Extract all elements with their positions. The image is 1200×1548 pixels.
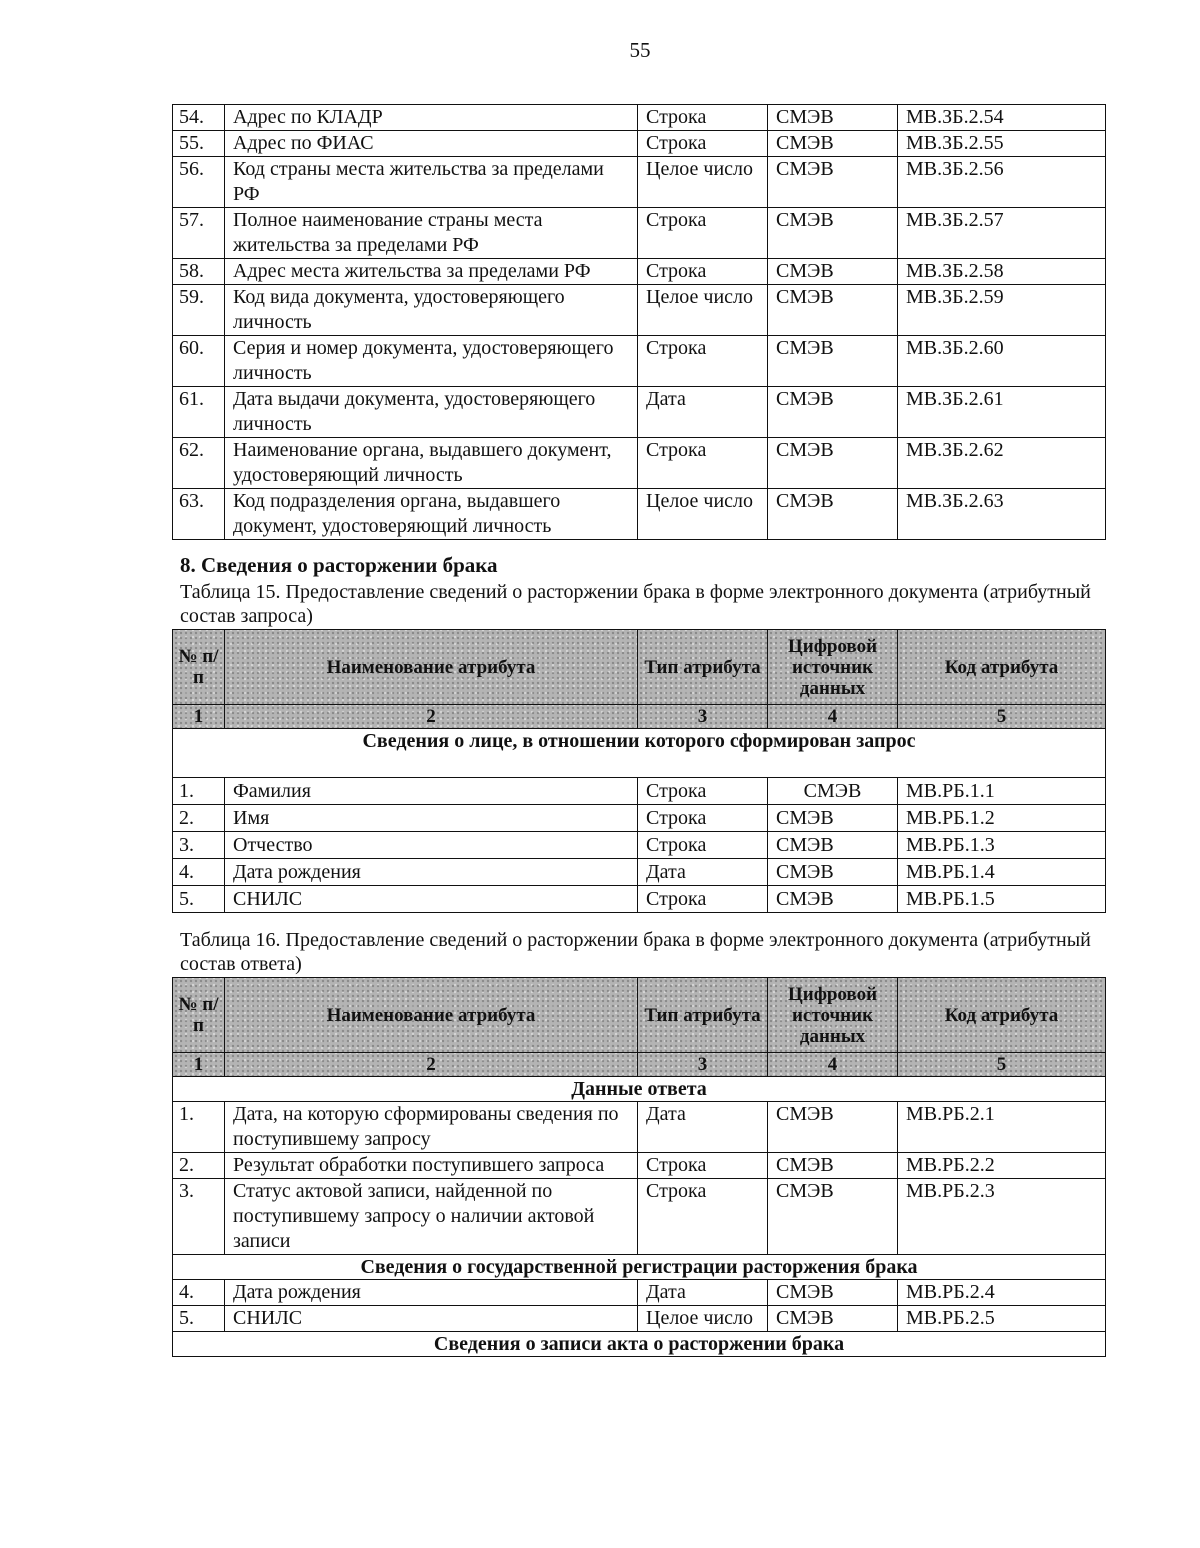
attribute-name: Имя <box>225 805 638 832</box>
attribute-name: Код вида документа, удостоверяющего личность <box>225 285 638 336</box>
data-source: СМЭВ <box>768 1306 898 1332</box>
attribute-name: Адрес по ФИАС <box>225 131 638 157</box>
data-source: СМЭВ <box>768 778 898 805</box>
header-data-source: Цифровой источник данных <box>768 978 898 1053</box>
table-row <box>173 489 1106 540</box>
row-number: 57. <box>173 208 225 259</box>
header-number: № п/п <box>173 978 225 1053</box>
data-source: СМЭВ <box>768 832 898 859</box>
table-row <box>173 438 1106 489</box>
table-row <box>173 1102 1106 1153</box>
column-index: 1 <box>173 705 225 729</box>
row-number: 2. <box>173 1153 225 1179</box>
data-source: СМЭВ <box>768 157 898 208</box>
data-source: СМЭВ <box>768 805 898 832</box>
attribute-type: Строка <box>638 208 768 259</box>
table-row <box>173 259 1106 285</box>
attribute-code: МВ.РБ.1.1 <box>898 778 1106 805</box>
attribute-type: Строка <box>638 336 768 387</box>
table-row <box>173 805 1106 832</box>
attribute-type: Целое число <box>638 157 768 208</box>
table-row <box>173 387 1106 438</box>
attribute-code: МВ.РБ.2.3 <box>898 1179 1106 1255</box>
attribute-code: МВ.РБ.1.5 <box>898 886 1106 913</box>
column-index: 4 <box>768 705 898 729</box>
attribute-name: Статус актовой записи, найденной по поступившему запросу о наличии актовой записи <box>225 1179 638 1255</box>
attribute-name: Код подразделения органа, выдавшего документ, удостоверяющий личность <box>225 489 638 540</box>
attribute-type: Строка <box>638 105 768 131</box>
row-number: 55. <box>173 131 225 157</box>
row-number: 3. <box>173 1179 225 1255</box>
attribute-code: МВ.ЗБ.2.59 <box>898 285 1106 336</box>
column-index-row <box>173 1053 1106 1077</box>
attribute-code: МВ.ЗБ.2.55 <box>898 131 1106 157</box>
attribute-type: Целое число <box>638 489 768 540</box>
data-source: СМЭВ <box>768 1280 898 1306</box>
group-title: Сведения о записи акта о расторжении брака <box>173 1332 1106 1357</box>
attribute-code: МВ.ЗБ.2.56 <box>898 157 1106 208</box>
attribute-code: МВ.ЗБ.2.60 <box>898 336 1106 387</box>
row-number: 58. <box>173 259 225 285</box>
attribute-code: МВ.ЗБ.2.58 <box>898 259 1106 285</box>
attribute-name: Полное наименование страны места жительства за пределами РФ <box>225 208 638 259</box>
row-number: 5. <box>173 886 225 913</box>
attribute-code: МВ.РБ.1.2 <box>898 805 1106 832</box>
group-row <box>173 1077 1106 1102</box>
row-number: 5. <box>173 1306 225 1332</box>
attribute-name: Адрес места жительства за пределами РФ <box>225 259 638 285</box>
column-index: 3 <box>638 1053 768 1077</box>
group-title: Сведения о лице, в отношении которого сформирован запрос <box>173 729 1106 778</box>
attribute-name: Результат обработки поступившего запроса <box>225 1153 638 1179</box>
group-row <box>173 1255 1106 1280</box>
row-number: 54. <box>173 105 225 131</box>
attribute-code: МВ.РБ.2.1 <box>898 1102 1106 1153</box>
data-source: СМЭВ <box>768 285 898 336</box>
attribute-name: Адрес по КЛАДР <box>225 105 638 131</box>
row-number: 61. <box>173 387 225 438</box>
data-source: СМЭВ <box>768 1153 898 1179</box>
table-row <box>173 208 1106 259</box>
group-row <box>173 729 1106 778</box>
table-row <box>173 886 1106 913</box>
attribute-type: Дата <box>638 1280 768 1306</box>
attribute-type: Строка <box>638 259 768 285</box>
attribute-code: МВ.РБ.2.5 <box>898 1306 1106 1332</box>
attribute-name: Код страны места жительства за пределами РФ <box>225 157 638 208</box>
row-number: 63. <box>173 489 225 540</box>
data-source: СМЭВ <box>768 387 898 438</box>
column-index-row <box>173 705 1106 729</box>
attribute-name: Дата, на которую сформированы сведения по поступившему запросу <box>225 1102 638 1153</box>
row-number: 4. <box>173 1280 225 1306</box>
column-index: 1 <box>173 1053 225 1077</box>
table-row <box>173 131 1106 157</box>
table-row <box>173 157 1106 208</box>
attribute-code: МВ.РБ.2.2 <box>898 1153 1106 1179</box>
row-number: 59. <box>173 285 225 336</box>
column-index: 2 <box>225 1053 638 1077</box>
header-attribute-type: Тип атрибута <box>638 978 768 1053</box>
table-row <box>173 285 1106 336</box>
data-source: СМЭВ <box>768 259 898 285</box>
row-number: 4. <box>173 859 225 886</box>
data-source: СМЭВ <box>768 1179 898 1255</box>
row-number: 60. <box>173 336 225 387</box>
section-heading: 8. Сведения о расторжении брака <box>180 553 498 577</box>
data-source: СМЭВ <box>768 886 898 913</box>
attribute-code: МВ.ЗБ.2.63 <box>898 489 1106 540</box>
column-index: 5 <box>898 1053 1106 1077</box>
header-row <box>173 978 1106 1053</box>
row-number: 56. <box>173 157 225 208</box>
attribute-name: Дата рождения <box>225 859 638 886</box>
table-row <box>173 832 1106 859</box>
data-source: СМЭВ <box>768 1102 898 1153</box>
group-title: Сведения о государственной регистрации расторжения брака <box>173 1255 1106 1280</box>
attribute-name: Серия и номер документа, удостоверяющего личность <box>225 336 638 387</box>
table-15-caption: Таблица 15. Предоставление сведений о расторжении брака в форме электронного документа (атрибутный состав запроса) <box>180 581 1091 627</box>
attribute-type: Целое число <box>638 1306 768 1332</box>
table-row <box>173 336 1106 387</box>
table-continuation <box>172 104 1106 540</box>
attribute-type: Строка <box>638 778 768 805</box>
attribute-code: МВ.ЗБ.2.61 <box>898 387 1106 438</box>
attribute-code: МВ.ЗБ.2.57 <box>898 208 1106 259</box>
attribute-code: МВ.ЗБ.2.62 <box>898 438 1106 489</box>
column-index: 4 <box>768 1053 898 1077</box>
row-number: 1. <box>173 778 225 805</box>
header-attribute-name: Наименование атрибута <box>225 630 638 705</box>
attribute-type: Строка <box>638 886 768 913</box>
table-15 <box>172 629 1106 913</box>
header-data-source: Цифровой источник данных <box>768 630 898 705</box>
attribute-code: МВ.РБ.1.3 <box>898 832 1106 859</box>
attribute-code: МВ.РБ.2.4 <box>898 1280 1106 1306</box>
data-source: СМЭВ <box>768 336 898 387</box>
attribute-code: МВ.ЗБ.2.54 <box>898 105 1106 131</box>
table-row <box>173 105 1106 131</box>
data-source: СМЭВ <box>768 105 898 131</box>
attribute-type: Дата <box>638 387 768 438</box>
row-number: 62. <box>173 438 225 489</box>
header-attribute-code: Код атрибута <box>898 630 1106 705</box>
attribute-name: Дата рождения <box>225 1280 638 1306</box>
attribute-type: Строка <box>638 1153 768 1179</box>
attribute-type: Целое число <box>638 285 768 336</box>
header-number: № п/п <box>173 630 225 705</box>
attribute-type: Дата <box>638 1102 768 1153</box>
attribute-type: Строка <box>638 805 768 832</box>
page-number: 55 <box>629 38 651 62</box>
column-index: 5 <box>898 705 1106 729</box>
table-row <box>173 859 1106 886</box>
table-row <box>173 778 1106 805</box>
row-number: 2. <box>173 805 225 832</box>
attribute-name: Дата выдачи документа, удостоверяющего личность <box>225 387 638 438</box>
attribute-name: СНИЛС <box>225 1306 638 1332</box>
header-attribute-type: Тип атрибута <box>638 630 768 705</box>
attribute-type: Дата <box>638 859 768 886</box>
attribute-name: Фамилия <box>225 778 638 805</box>
table-row <box>173 1306 1106 1332</box>
table-16 <box>172 977 1106 1357</box>
header-row <box>173 630 1106 705</box>
attribute-name: Отчество <box>225 832 638 859</box>
table-row <box>173 1153 1106 1179</box>
data-source: СМЭВ <box>768 859 898 886</box>
column-index: 3 <box>638 705 768 729</box>
row-number: 1. <box>173 1102 225 1153</box>
attribute-type: Строка <box>638 1179 768 1255</box>
header-attribute-name: Наименование атрибута <box>225 978 638 1053</box>
data-source: СМЭВ <box>768 131 898 157</box>
data-source: СМЭВ <box>768 208 898 259</box>
group-row <box>173 1332 1106 1357</box>
attribute-type: Строка <box>638 438 768 489</box>
table-row <box>173 1280 1106 1306</box>
column-index: 2 <box>225 705 638 729</box>
attribute-type: Строка <box>638 131 768 157</box>
table-row <box>173 1179 1106 1255</box>
group-title: Данные ответа <box>173 1077 1106 1102</box>
attribute-name: СНИЛС <box>225 886 638 913</box>
attribute-code: МВ.РБ.1.4 <box>898 859 1106 886</box>
data-source: СМЭВ <box>768 438 898 489</box>
row-number: 3. <box>173 832 225 859</box>
attribute-name: Наименование органа, выдавшего документ, удостоверяющий личность <box>225 438 638 489</box>
attribute-type: Строка <box>638 832 768 859</box>
table-16-caption: Таблица 16. Предоставление сведений о расторжении брака в форме электронного документа (атрибутный состав ответа) <box>180 929 1091 975</box>
data-source: СМЭВ <box>768 489 898 540</box>
header-attribute-code: Код атрибута <box>898 978 1106 1053</box>
